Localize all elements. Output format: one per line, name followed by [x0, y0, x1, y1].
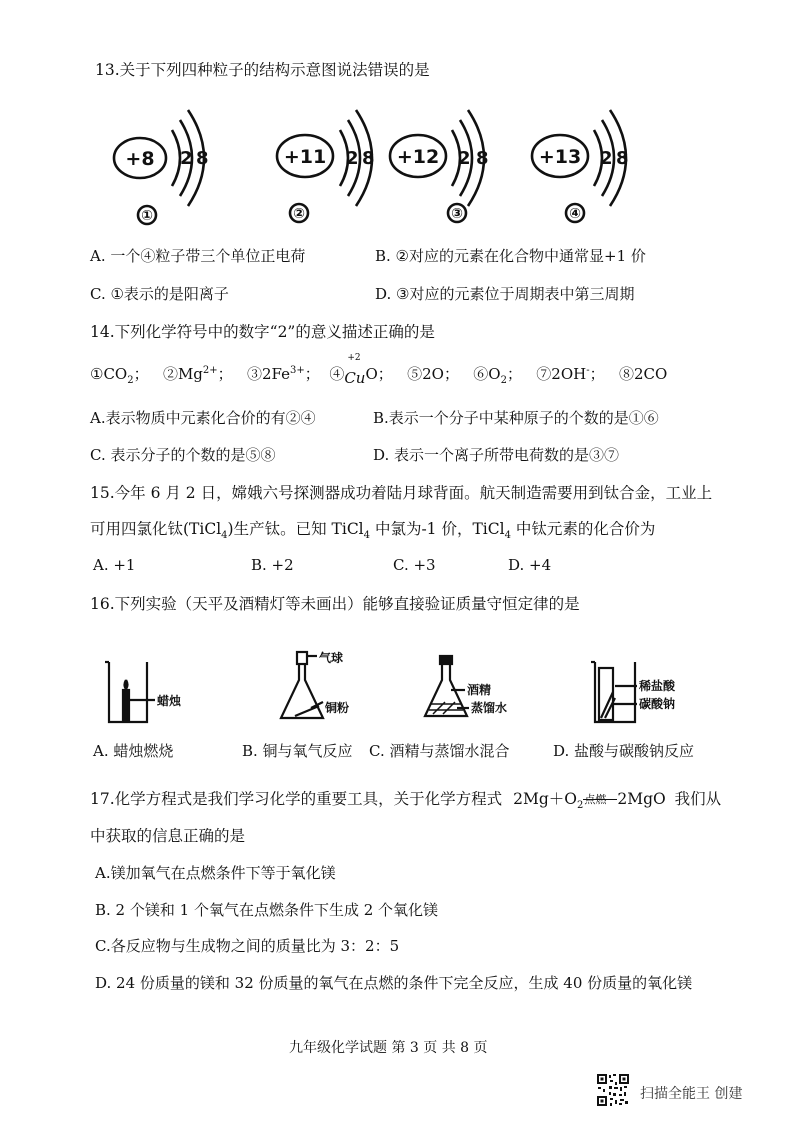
q15-option-c: C. +3 — [393, 556, 436, 574]
q14-option-c: C. 表示分子的个数的是⑤⑧ — [90, 446, 276, 464]
symbol-8: ⑧2CO — [618, 365, 668, 383]
q17-line-1: 17.化学方程式是我们学习化学的重要工具，关于化学方程式 $2Mg+O_2$ 点燃 2MgO 我们从 — [90, 790, 722, 812]
q13-option-b: B. ②对应的元素在化合物中通常显+1 价 — [375, 247, 646, 265]
atom-3-shell-2: 8 — [476, 148, 489, 169]
beaker-candle — [105, 662, 155, 722]
q17-line-2: 中获取的信息正确的是 — [90, 827, 246, 845]
label-candle: 蜡烛 — [157, 694, 182, 708]
atom-1-nucleus: +8 — [125, 148, 155, 170]
beaker-acid-carbonate — [591, 662, 637, 722]
atom-1-shell-1: 2 — [180, 148, 193, 169]
label-copper: 铜粉 — [325, 701, 350, 715]
q16-option-b: B. 铜与氧气反应 — [242, 742, 353, 760]
atom-2-shell-2: 8 — [362, 148, 375, 169]
q15-option-d: D. +4 — [508, 556, 552, 574]
q13-option-a: A. 一个④粒子带三个单位正电荷 — [90, 247, 306, 265]
q16-option-d: D. 盐酸与碳酸钠反应 — [553, 742, 695, 760]
symbol-2: $②Mg^{2+}$； — [162, 365, 233, 383]
q14-option-d: D. 表示一个离子所带电荷数的是③⑦ — [373, 446, 620, 464]
atom-4-label: ④ — [569, 206, 581, 222]
q14-symbols — [90, 353, 668, 387]
q16-stem: 16.下列实验（天平及酒精灯等未画出）能够直接验证质量守恒定律的是 — [90, 595, 580, 613]
atom-3-nucleus: +12 — [396, 146, 440, 168]
atom-2-nucleus: +11 — [283, 146, 327, 168]
atom-4-nucleus: +13 — [538, 146, 582, 168]
q15-option-a: A. +1 — [93, 556, 136, 574]
atom-4-shell-1: 2 — [600, 148, 613, 169]
q15-line-1: 15.今年 6 月 2 日，嫦娥六号探测器成功着陆月球背面。航天制造需要用到钛合金，工业上 — [90, 484, 713, 502]
flask-balloon — [281, 652, 323, 718]
q14-option-b: B.表示一个分子中某种原子的个数的是①⑥ — [373, 409, 659, 427]
label-alcohol: 酒精 — [467, 683, 492, 697]
symbol-3: $③2Fe^{3+}$； — [246, 365, 320, 383]
atom-3-shell-1: 2 — [458, 148, 471, 169]
q17-option-a: A.镁加氧气在点燃条件下等于氧化镁 — [95, 864, 336, 882]
q17-option-c: C.各反应物与生成物之间的质量比为 3：2：5 — [95, 937, 400, 955]
q15-option-b: B. +2 — [251, 556, 294, 574]
q17-option-b: B. 2 个镁和 1 个氧气在点燃条件下生成 2 个氧化镁 — [95, 901, 439, 919]
watermark-text: 扫描全能王 创建 — [640, 1086, 743, 1102]
page-footer: 九年级化学试题 第 3 页 共 8 页 — [289, 1040, 488, 1056]
atom-1-label: ① — [141, 208, 153, 224]
symbol-7: ⑦2OH-； — [536, 365, 605, 383]
atom-4-shell-2: 8 — [616, 148, 629, 169]
q17-option-d: D. 24 份质量的镁和 32 份质量的氧气在点燃的条件下完全反应，生成 40 份质量的氧化镁 — [95, 974, 693, 992]
q14-option-a: A.表示物质中元素化合价的有②④ — [90, 409, 316, 427]
symbol-4: ④ +2 CuO； — [329, 353, 393, 387]
flask-alcohol-water — [425, 656, 469, 716]
q16-option-a: A. 蜡烛燃烧 — [93, 742, 174, 760]
q14-stem: 14.下列化学符号中的数字“2”的意义描述正确的是 — [90, 323, 435, 341]
experiment-apparatus-figures — [95, 640, 705, 730]
atom-2-label: ② — [293, 206, 305, 222]
q15-line-2: 可用四氯化钛(TiCl$_4$)生产钛。已知 TiCl$_4$ 中氯为-1 价，TiCl$_4$ 中钛元素的化合价为 — [90, 520, 656, 542]
label-carbonate: 碳酸钠 — [639, 697, 676, 711]
symbol-6: $⑥O_2$； — [473, 365, 522, 386]
label-water: 蒸馏水 — [471, 701, 508, 715]
label-balloon: 气球 — [319, 651, 344, 665]
atom-3-label: ③ — [451, 206, 463, 222]
atom-1-shell-2: 8 — [196, 148, 209, 169]
q17-equation: $2Mg+O_2$ 点燃 2MgO — [513, 790, 666, 812]
symbol-5: ⑤2O； — [407, 365, 459, 383]
qr-code-icon — [596, 1073, 630, 1107]
q16-option-c: C. 酒精与蒸馏水混合 — [369, 742, 510, 760]
atom-structure-diagrams — [100, 100, 680, 230]
atom-2-shell-1: 2 — [346, 148, 359, 169]
label-acid: 稀盐酸 — [639, 679, 676, 693]
q13-option-d: D. ③对应的元素位于周期表中第三周期 — [375, 285, 635, 303]
symbol-1: $①CO_2$； — [90, 365, 149, 386]
q13-stem: 13.关于下列四种粒子的结构示意图说法错误的是 — [95, 61, 430, 79]
q13-option-c: C. ①表示的是阳离子 — [90, 285, 229, 303]
